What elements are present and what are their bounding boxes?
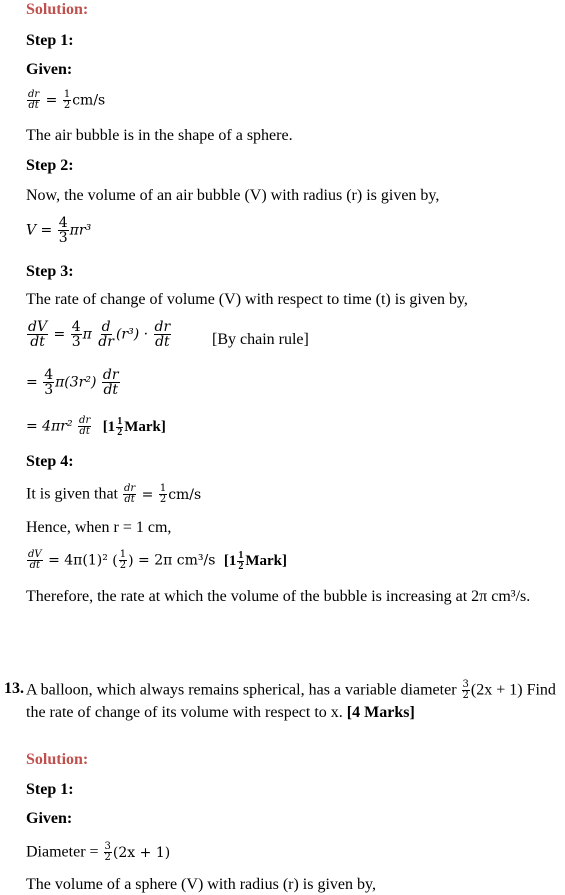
derivative-result-equation: = 4πr² $\frac{dr}{dt}$ [1 $\frac{1}{2}$ Mark] bbox=[26, 415, 166, 438]
dv-dt-result-equation: $\frac{dV}{dt}$ = 4π(1)² ( $\frac{1}{2}$ ) = 2π cm³/s [1 $\frac{1}{2}$ Mark] bbox=[28, 549, 288, 572]
step-2-heading: Step 2: bbox=[26, 157, 74, 174]
step-3-heading: Step 3: bbox=[26, 263, 74, 280]
therefore-text: Therefore, the rate at which the volume of the bubble is increasing at 2π cm³/s. bbox=[26, 588, 531, 605]
rate-intro-text: The rate of change of volume (V) with respect to time (t) is given by, bbox=[26, 291, 468, 308]
given-dr-dt-equation: $\frac{dr}{dt}$ = $\frac{1}{2}$ cm/s bbox=[28, 89, 106, 111]
step-4-heading: Step 4: bbox=[26, 453, 74, 470]
volume-intro-text: Now, the volume of an air bubble (V) with radius (r) is given by, bbox=[26, 187, 440, 204]
question-line-2: the rate of change of its volume with respect to x. [4 Marks] bbox=[26, 704, 415, 721]
solution-2-heading: Solution: bbox=[26, 751, 89, 768]
sphere-volume-text: The volume of a sphere (V) with radius (r) is given by, bbox=[26, 876, 376, 893]
question-line-1: A balloon, which always remains spherical, has a variable diameter $\frac{3}{2}$ (2x + 1) Find bbox=[26, 679, 556, 701]
chain-rule-equation: $\frac{dV}{dt}$ = $\frac{4}{3}$ π $\frac{d}{dr}$ (r³) · $\frac{dr}{dt}$ bbox=[28, 319, 171, 350]
given-heading: Given: bbox=[26, 61, 73, 78]
hence-text: Hence, when r = 1 cm, bbox=[26, 519, 172, 536]
step-1-heading: Step 1: bbox=[26, 32, 74, 49]
bubble-shape-text: The air bubble is in the shape of a sphere. bbox=[26, 127, 293, 144]
question-number: 13. bbox=[4, 680, 24, 697]
volume-formula: V = $\frac{4}{3}$ πr³ bbox=[26, 215, 92, 246]
derivative-step-equation: = $\frac{4}{3}$ π(3r²) $\frac{dr}{dt}$ bbox=[26, 367, 119, 398]
solution-heading: Solution: bbox=[26, 1, 89, 18]
step-1b-heading: Step 1: bbox=[26, 781, 74, 798]
given-2-heading: Given: bbox=[26, 810, 73, 827]
chain-rule-note: [By chain rule] bbox=[212, 331, 309, 348]
given-rate-line: It is given that $\frac{dr}{dt}$ = $\frac{1}{2}$ cm/s bbox=[26, 483, 202, 505]
diameter-line: Diameter = $\frac{3}{2}$ (2x + 1) bbox=[26, 841, 171, 863]
